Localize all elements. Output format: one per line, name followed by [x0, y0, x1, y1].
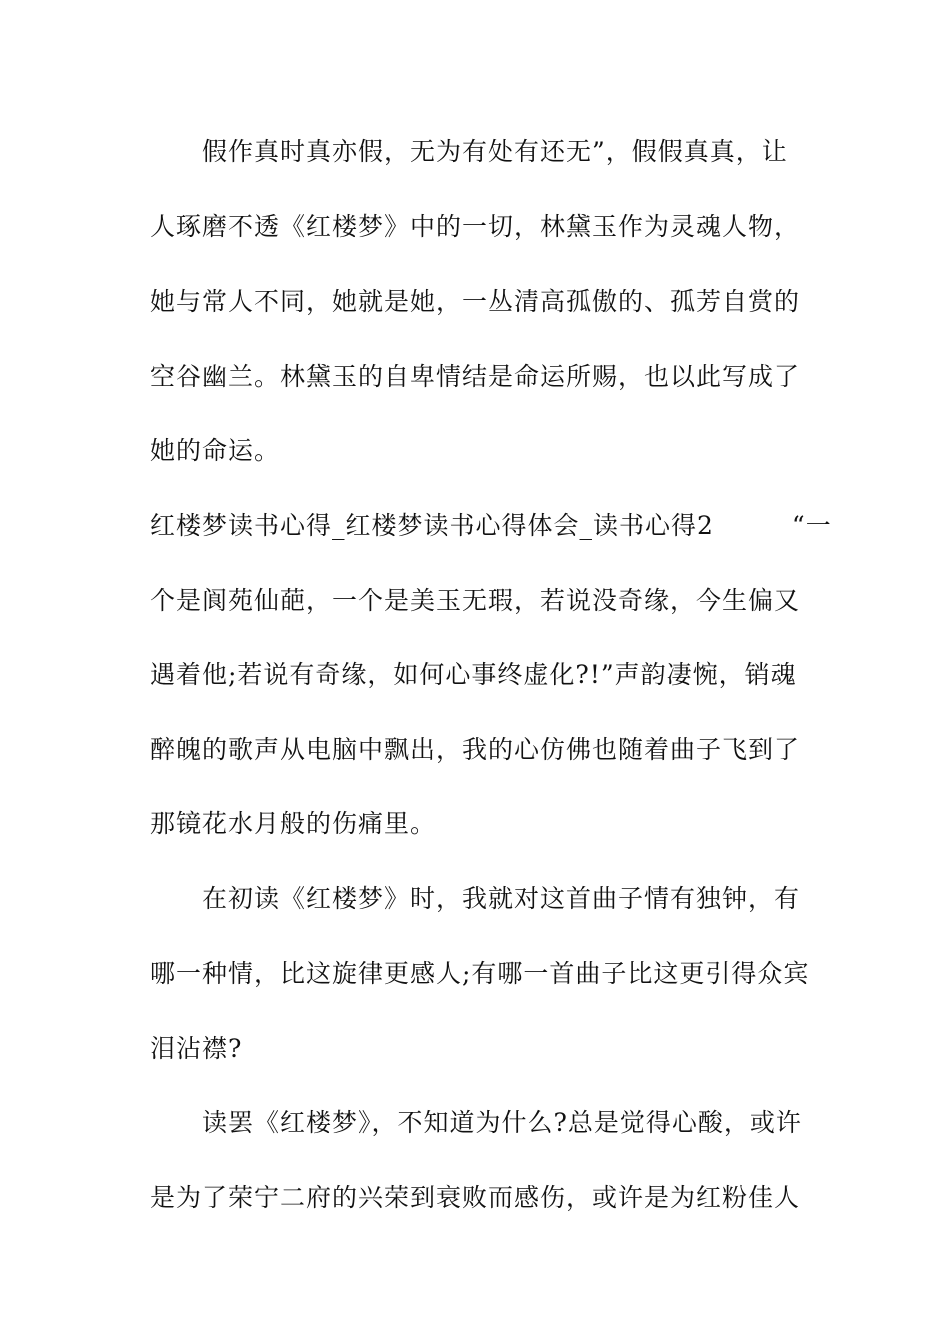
text-line: 那镜花水月般的伤痛里。 [150, 809, 437, 838]
text-line: 遇着他;若说有奇缘，如何心事终虚化?!”声韵凄惋，销魂 [150, 660, 797, 689]
text-line: 假作真时真亦假，无为有处有还无”，假假真真，让 [150, 137, 788, 166]
text-line: 醉魄的歌声从电脑中飘出，我的心仿佛也随着曲子飞到了 [150, 735, 801, 764]
text-line: 是为了荣宁二府的兴荣到衰败而感伤，或许是为红粉佳人 [150, 1183, 801, 1212]
text-line: 哪一种情，比这旋律更感人;有哪一首曲子比这更引得众宾 [150, 959, 810, 988]
text-line: 在初读《红楼梦》时，我就对这首曲子情有独钟，有 [150, 884, 801, 913]
text-line: 读罢《红楼梦》，不知道为什么?总是觉得心酸，或许 [150, 1108, 802, 1137]
text-line: 人琢磨不透《红楼梦》中的一切，林黛玉作为灵魂人物， [150, 212, 801, 241]
text-line: 泪沾襟? [150, 1034, 243, 1063]
text-line: 她的命运。 [150, 436, 281, 465]
text-line: 空谷幽兰。林黛玉的自卑情结是命运所赐，也以此写成了 [150, 362, 801, 391]
section-heading-line: 红楼梦读书心得_红楼梦读书心得体会_读书心得2 “一 [150, 511, 832, 540]
text-line: 她与常人不同，她就是她，一丛清高孤傲的、孤芳自赏的 [150, 287, 801, 316]
text-line: 个是阆苑仙葩，一个是美玉无瑕，若说没奇缘，今生偏又 [150, 586, 801, 615]
